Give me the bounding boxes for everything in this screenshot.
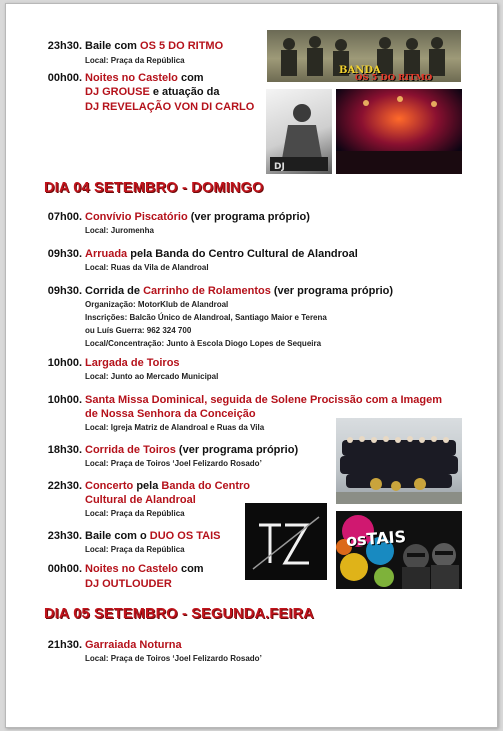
event-time: 07h00. (47, 211, 82, 223)
event-highlight: Santa Missa Dominical, seguida de Solene Procissão com a Imagem (85, 394, 443, 406)
event-highlight: Corrida de Toiros (85, 444, 176, 456)
event-time: 23h30. (47, 40, 82, 52)
event-highlight: Arruada (85, 248, 128, 260)
dj-name: DJ REVELAÇÃO VON DI CARLO (85, 101, 255, 113)
event-highlight: de Nossa Senhora da Conceição (85, 408, 256, 420)
event-highlight: Cultural de Alandroal (85, 494, 196, 506)
event-time: 21h30. (47, 639, 82, 651)
svg-text:DJ: DJ (274, 162, 285, 172)
event-highlight: Banda do Centro (161, 480, 251, 492)
dj-von-di-carlo-stage-photo (336, 89, 462, 174)
event-time: 23h30. (47, 530, 82, 542)
event-contact: ou Luís Guerra: 962 324 700 (85, 326, 192, 335)
event-highlight: Concerto (85, 480, 134, 492)
band-logo-line2: OS 5 DO RITMO (355, 73, 433, 82)
band-group-illustration (336, 418, 462, 504)
event-text: Baile com o (85, 530, 150, 542)
event-time: 10h00. (47, 394, 82, 406)
event-location: Local: Praça de Toiros ‘Joel Felizardo Rosado’ (85, 654, 262, 663)
event-location: Local/Concentração: Junto à Escola Diogo Lopes de Sequeira (85, 339, 322, 348)
event-text: (ver programa próprio) (270, 285, 394, 297)
band-logo-line1: BANDA (339, 65, 381, 76)
band-os-5-do-ritmo-photo (267, 30, 461, 82)
event-registration: Inscrições: Balcão Único de Alandroal, Santiago Maior e Terena (85, 313, 327, 322)
program-page (5, 3, 498, 728)
event-location: Local: Junto ao Mercado Municipal (85, 372, 219, 381)
event-highlight: Convívio Piscatório (85, 211, 188, 223)
os-tais-logo-text: osTAIS (345, 526, 407, 551)
event-text: (ver programa próprio) (175, 444, 299, 456)
banda-centro-cultural-photo (336, 418, 462, 504)
event-organization: Organização: MotorKlub de Alandroal (85, 300, 229, 309)
day-heading-05-setembro: DIA 05 SETEMBRO - SEGUNDA.FEIRA (44, 606, 314, 622)
event-location: Local: Juromenha (85, 226, 154, 235)
dj-name: DJ GROUSE (85, 86, 150, 98)
event-text: Corrida de (85, 285, 144, 297)
event-highlight: Carrinho de Rolamentos (143, 285, 271, 297)
event-location: Local: Praça da República (85, 56, 185, 65)
event-highlight: Largada de Toiros (85, 357, 180, 369)
event-text: pela Banda do Centro Cultural de Alandroal (127, 248, 358, 260)
event-highlight: Noites no Castelo (85, 72, 178, 84)
dj-figure-illustration (266, 89, 332, 174)
event-time: 10h00. (47, 357, 82, 369)
event-highlight: OS 5 DO RITMO (140, 40, 224, 52)
event-time: 09h30. (47, 248, 82, 260)
event-highlight: Noites no Castelo (85, 563, 178, 575)
event-location: Local: Praça da República (85, 545, 185, 554)
stage-lights-illustration (336, 89, 462, 174)
os-tais-paint-illustration (336, 511, 462, 589)
event-text: e atuação da (149, 86, 220, 98)
event-time: 00h00. (47, 72, 82, 84)
event-text: (ver programa próprio) (187, 211, 310, 223)
event-highlight: DUO OS TAIS (149, 530, 221, 542)
event-location: Local: Praça da República (85, 509, 185, 518)
outlouder-mark-illustration (245, 503, 327, 580)
dj-grouse-photo (266, 89, 332, 174)
event-text: pela (133, 480, 162, 492)
event-text: Baile com (85, 40, 141, 52)
event-time: 00h00. (47, 563, 82, 575)
event-time: 09h30. (47, 285, 82, 297)
event-text: com (177, 72, 204, 84)
event-highlight: Garraiada Noturna (85, 639, 182, 651)
event-location: Local: Praça de Toiros ‘Joel Felizardo Rosado’ (85, 459, 262, 468)
event-location: Local: Igreja Matriz de Alandroal e Ruas da Vila (85, 423, 265, 432)
event-location: Local: Ruas da Vila de Alandroal (85, 263, 209, 272)
dj-name: DJ OUTLOUDER (85, 578, 172, 590)
dj-outlouder-logo (245, 503, 327, 580)
event-time: 22h30. (47, 480, 82, 492)
day-heading-04-setembro: DIA 04 SETEMBRO - DOMINGO (44, 180, 264, 196)
event-text: com (177, 563, 204, 575)
event-time: 18h30. (47, 444, 82, 456)
duo-os-tais-poster (336, 511, 462, 589)
